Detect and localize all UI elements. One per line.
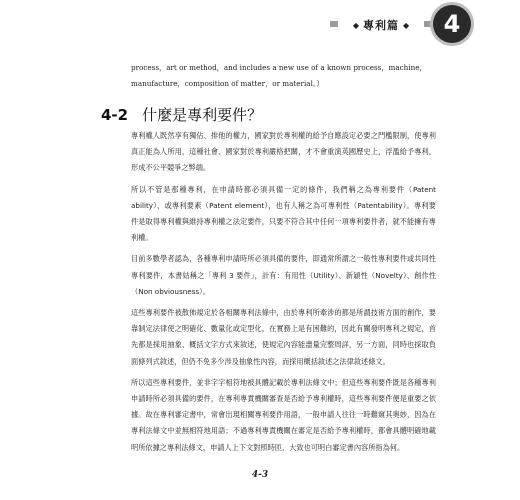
- continuation-text: [131, 60, 431, 92]
- chapter-label: 專利篇: [363, 19, 399, 32]
- diamond-right-icon: ◆: [403, 20, 410, 30]
- paragraph-4: 這些專利要件被散佈規定於各相關專利法條中，由於專利所牽涉的都是所謂技術方面的創作，要靠制定法律使之明確化、數量化或定型化，在實務上是有困難的，因此有關發明專利之規定，首先都是採用抽象、概括文字方式來敘述，使規定內容能盡量完整周詳，另一方面，同時也採取負面條列式敘述，但仍不免多少涉及抽象性內容，而採用概括敘述之法律敘述條文。: [131, 308, 436, 366]
- body-text: [131, 128, 436, 461]
- continuation-line-2: manufacture，composition of matter，or material。）: [131, 79, 324, 88]
- section-number: 4-2: [101, 106, 129, 124]
- paragraph-5: 所以這些專利要件，並非字字相符地被具體記載於專利法條文中；但這些專利要件既是各種專利申請時所必須具備的要件，在專利專責機關審查是否給予專利權時，這些專利要件便是重要之依據。故在專利審定書中，常會出現相關專利要件用語，一般申請人往往一時難窺其奧妙，因為在專利法條文中並無相符地用語；不過專利專責機關在審定是否給予專利權時，都會具體明確地載明所依據之專利法條文，申請人上下文對照時匝，大致也可明白審定書內容所指為何。: [131, 377, 436, 452]
- paragraph-2: 所以不管是那種專利，在申請時都必須具備一定的條件，我們稱之為專利要件（Patent ability），或專利要素（Patent element），也有人稱之為可專利性（Patentability）。專利要件是取得專利權與維持專利權之法定要件，只要不符合其中任何一項專利要件者，就不能擁有專利權。: [131, 184, 436, 243]
- page-number: 4-3: [251, 470, 269, 480]
- chapter-number-badge: 4: [433, 5, 471, 43]
- paragraph-1: 專利權人既然享有獨佔、排他的權力，國家對於專利權的給予自應設定必要之門檻限制，使專利真正能為人所用，這種社會、國家對於專利嚴格把關，才不會重演英國歷史上，浮濫給予專利，形成不公平競爭之弊端。: [131, 131, 436, 173]
- paragraph-3: 目前多數學者認為，各種專利申請時所必須具備的要件，即通常所謂之一般性專利要件或共同性專利要件，本書姑稱之「專利 3 要件」，計有：有用性（Utility）、新穎性（Novelty）、創作性（Non obviousness）。: [131, 254, 436, 296]
- section-title: 什麼是專利要件？: [142, 106, 263, 124]
- chapter-tab: [338, 12, 424, 38]
- section-heading: [101, 104, 262, 125]
- diamond-left-icon: ◆: [352, 20, 359, 30]
- continuation-line-1: process，art or method，and includes a new use of a known process，machine，: [131, 63, 427, 72]
